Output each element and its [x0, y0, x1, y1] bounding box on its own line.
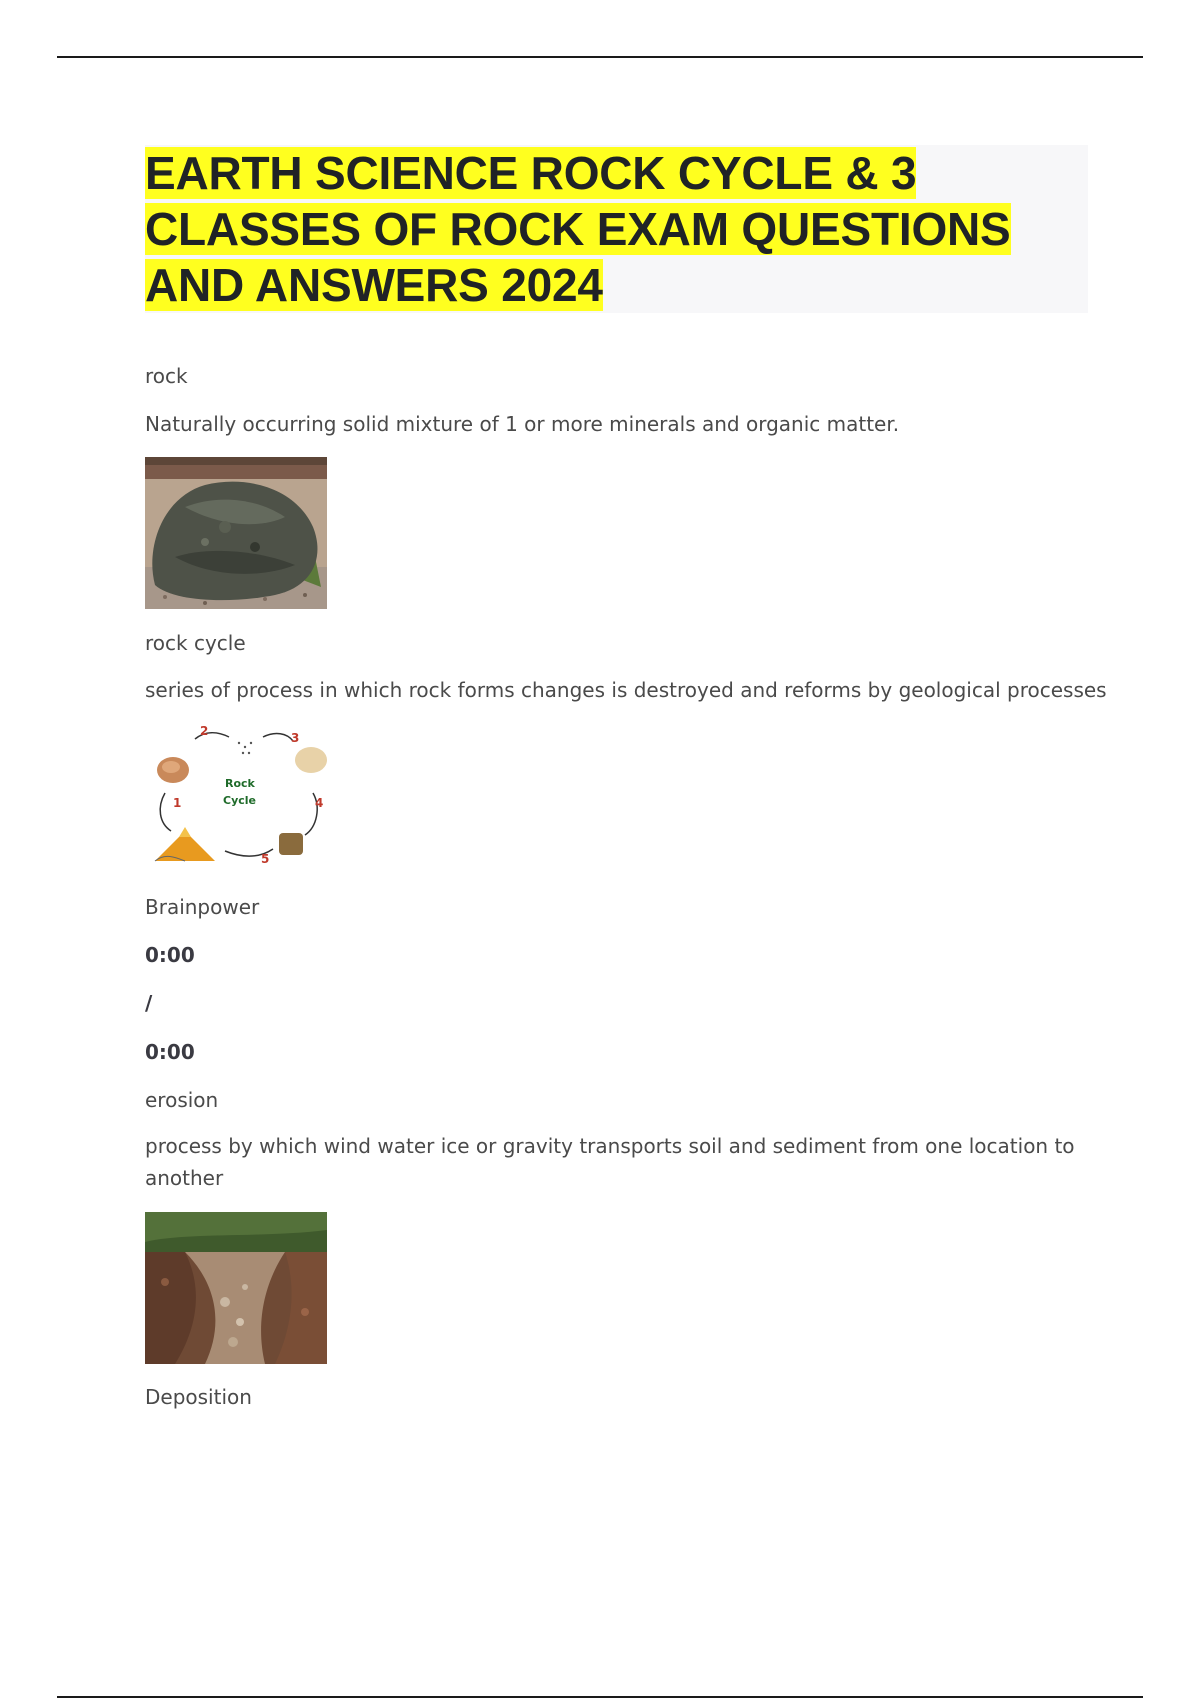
- rock-image: [145, 457, 327, 609]
- diagram-number-5: 5: [261, 852, 270, 866]
- definition-erosion: process by which wind water ice or gravity transports soil and sediment from one location to another: [145, 1134, 1075, 1190]
- rock-cycle-diagram: [145, 723, 327, 875]
- definition-rock-cycle: series of process in which rock forms changes is destroyed and reforms by geological processes: [145, 678, 1107, 702]
- term-erosion: erosion: [145, 1088, 219, 1112]
- diagram-label-cycle: Cycle: [223, 794, 256, 807]
- title-line-1: EARTH SCIENCE ROCK CYCLE & 3: [145, 147, 917, 199]
- diagram-number-3: 3: [291, 731, 300, 745]
- diagram-number-2: 2: [200, 724, 209, 738]
- media-time-separator: /: [145, 991, 153, 1015]
- brainpower-label: Brainpower: [145, 895, 260, 919]
- document-title: [145, 145, 1088, 313]
- diagram-number-4: 4: [315, 796, 324, 810]
- diagram-number-1: 1: [173, 796, 182, 810]
- erosion-image: [145, 1212, 327, 1364]
- term-rock-cycle: rock cycle: [145, 631, 246, 655]
- media-current-time: 0:00: [145, 943, 195, 967]
- title-block: [145, 145, 1088, 313]
- definition-rock: Naturally occurring solid mixture of 1 or more minerals and organic matter.: [145, 412, 900, 436]
- bottom-rule: [57, 1696, 1143, 1698]
- term-rock: rock: [145, 364, 188, 388]
- top-rule: [57, 56, 1143, 58]
- title-line-3: AND ANSWERS 2024: [145, 259, 603, 311]
- term-deposition: Deposition: [145, 1385, 252, 1409]
- title-line-2: CLASSES OF ROCK EXAM QUESTIONS: [145, 203, 1011, 255]
- media-total-time: 0:00: [145, 1040, 195, 1064]
- diagram-label-rock: Rock: [225, 777, 255, 790]
